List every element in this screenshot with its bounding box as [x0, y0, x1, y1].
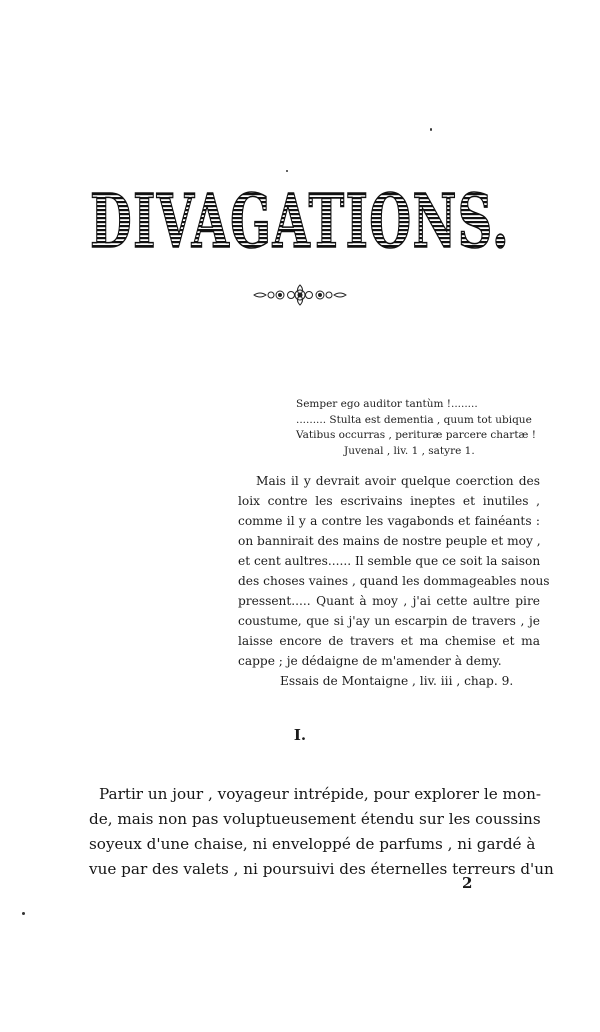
quote-line: on bannirait des mains de nostre peuple et moy ,: [238, 534, 541, 548]
chapter-title: [0, 185, 600, 265]
epigraph-line: Vatibus occurras , perituræ parcere chartæ !: [296, 429, 536, 441]
body-line: de, mais non pas voluptueusement étendu sur les coussins: [89, 810, 541, 828]
section-numeral: I.: [293, 726, 307, 744]
body-line: Partir un jour , voyageur intrépide, pour explorer le mon-: [99, 785, 542, 803]
quote-line: pressent..... Quant à moy , j'ai cette aultre pire: [238, 594, 540, 608]
page-number: 2: [462, 874, 473, 892]
quote-line: coustume, que si j'ay un escarpin de travers , je: [238, 614, 540, 628]
quote-attribution: Essais de Montaigne , liv. iii , chap. 9.: [280, 674, 514, 688]
epigraph-attribution: Juvenal , liv. 1 , satyre 1.: [344, 444, 475, 457]
quote-line: et cent aultres...... Il semble que ce soit la saison: [238, 554, 541, 568]
body-line: vue par des valets , ni poursuivi des éternelles terreurs d'un: [89, 860, 554, 878]
quote-line: loix contre les escrivains ineptes et inutiles ,: [238, 494, 540, 508]
scan-speck: [286, 170, 288, 172]
quote-line: laisse encore de travers et ma chemise et ma: [238, 634, 540, 648]
floral-ornament-icon: [250, 282, 350, 308]
quote-line: Mais il y devrait avoir quelque coerction des: [256, 474, 540, 488]
quote-line: cappe ; je dédaigne de m'amender à demy.: [238, 654, 502, 668]
title-text: DIVAGATIONS.: [90, 185, 510, 265]
body-line: soyeux d'une chaise, ni enveloppé de parfums , ni gardé à: [89, 835, 536, 853]
scan-speck: [430, 128, 432, 131]
epigraph-line: Semper ego auditor tantùm !........: [296, 398, 478, 410]
epigraph-line: ......... Stulta est dementia , quum tot ubique: [296, 413, 532, 426]
montaigne-quote: [238, 471, 550, 691]
quote-line: des choses vaines , quand les dommageables nous: [238, 574, 550, 588]
title-svg: [0, 185, 600, 265]
body-paragraph: [89, 782, 554, 882]
scan-speck: [22, 912, 25, 915]
quote-line: comme il y a contre les vagabonds et fainéants :: [238, 514, 540, 528]
latin-epigraph: [296, 397, 546, 459]
